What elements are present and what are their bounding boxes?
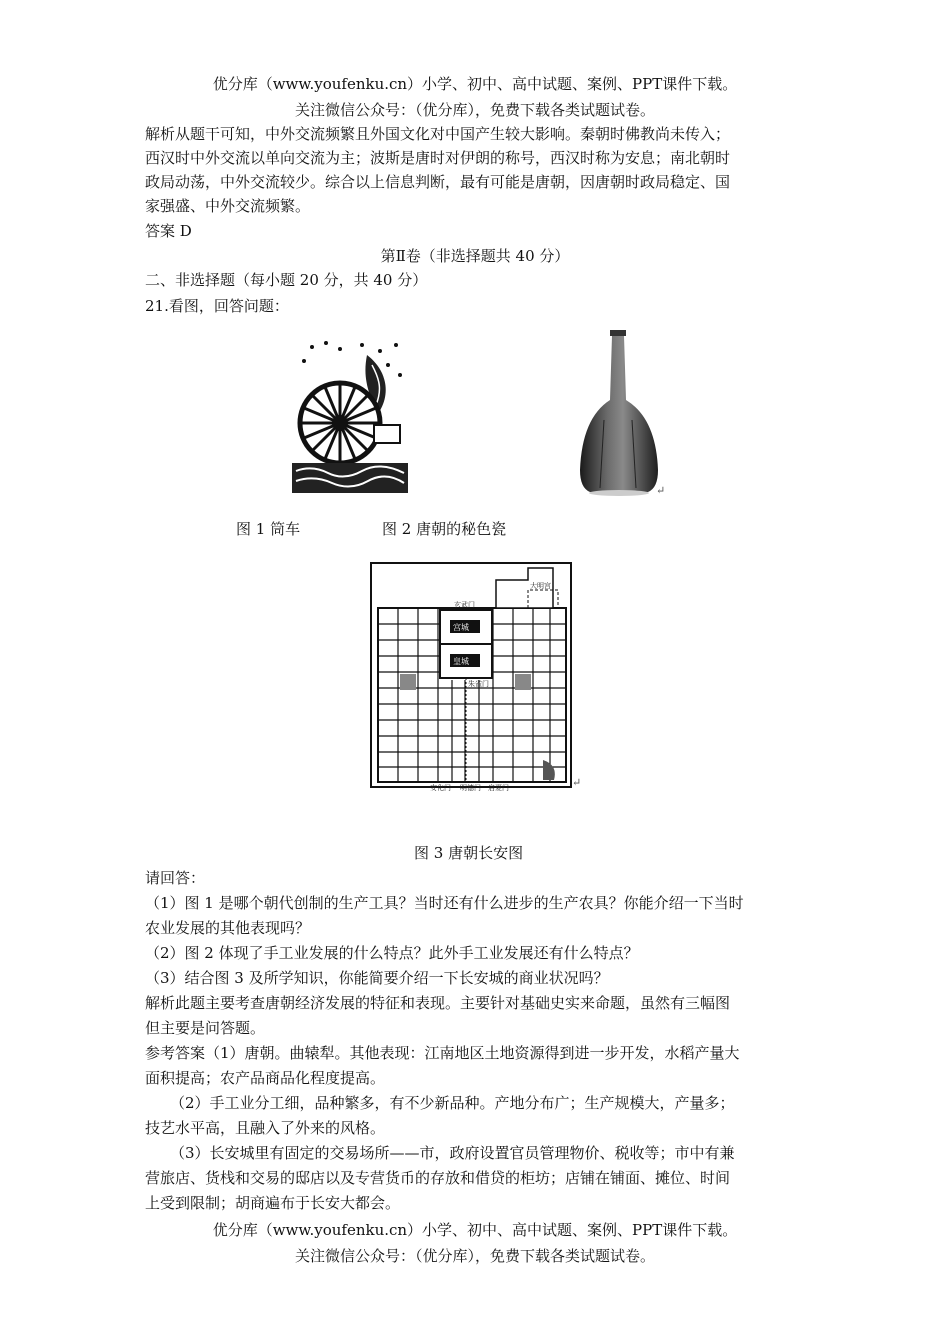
figure-1-water-wheel bbox=[292, 335, 408, 493]
question-line: （3）结合图 3 及所学知识，你能简要介绍一下长安城的商业状况吗？ bbox=[145, 969, 609, 987]
header-line-1: 优分库（www.youfenku.cn）小学、初中、高中试题、案例、PPT课件下载。 bbox=[212, 75, 738, 93]
part-title: 二、非选择题（每小题 20 分，共 40 分） bbox=[145, 271, 428, 289]
map-label-zhuque: 朱雀门 bbox=[468, 680, 489, 688]
reference-answer-line: 面积提高；农产品商品化程度提高。 bbox=[145, 1069, 386, 1087]
section-title: 第Ⅱ卷（非选择题共 40 分） bbox=[380, 247, 570, 265]
figure-3-changan-map bbox=[368, 560, 574, 792]
question-line: （2）图 2 体现了手工业发展的什么特点？此外手工业发展还有什么特点？ bbox=[145, 944, 639, 962]
footer-line-2: 关注微信公众号：（优分库），免费下载各类试题试卷。 bbox=[294, 1247, 655, 1265]
question-21-stem: 21.看图，回答问题： bbox=[145, 297, 289, 315]
analysis-line: 解析此题主要考查唐朝经济发展的特征和表现。主要针对基础史实来命题，虽然有三幅图 bbox=[145, 994, 731, 1012]
figure-3-caption: 图 3 唐朝长安图 bbox=[414, 844, 524, 862]
return-mark: ↵ bbox=[572, 776, 582, 789]
reference-answer-line: 上受到限制；胡商遍布于长安大都会。 bbox=[145, 1194, 401, 1212]
reference-answer-line: 技艺水平高，且融入了外来的风格。 bbox=[145, 1119, 386, 1137]
reference-answer-line: （3）长安城里有固定的交易场所——市，政府设置官员管理物价、税收等；市中有兼 bbox=[170, 1144, 735, 1162]
question-line: 农业发展的其他表现吗？ bbox=[145, 919, 311, 937]
figure-2-caption: 图 2 唐朝的秘色瓷 bbox=[382, 520, 507, 538]
footer-line-1: 优分库（www.youfenku.cn）小学、初中、高中试题、案例、PPT课件下载。 bbox=[212, 1221, 738, 1239]
analysis-prev-line: 家强盛、中外交流频繁。 bbox=[145, 197, 311, 215]
header-line-2: 关注微信公众号：（优分库），免费下载各类试题试卷。 bbox=[294, 101, 655, 119]
return-mark: ↵ bbox=[656, 484, 666, 497]
figure-2-celadon-vase bbox=[574, 330, 664, 496]
analysis-prev-line: 解析从题干可知，中外交流频繁且外国文化对中国产生较大影响。秦朝时佛教尚未传入； bbox=[145, 125, 731, 143]
analysis-line: 但主要是问答题。 bbox=[145, 1019, 266, 1037]
map-label-palace: 宫城 bbox=[453, 623, 469, 632]
analysis-prev-line: 西汉时中外交流以单向交流为主；波斯是唐时对伊朗的称号，西汉时称为安息；南北朝时 bbox=[145, 149, 731, 167]
answer-prev: 答案 D bbox=[145, 222, 192, 240]
question-line: （1）图 1 是哪个朝代创制的生产工具？当时还有什么进步的生产农具？你能介绍一下当时 bbox=[145, 894, 744, 912]
map-label-imperial-city: 皇城 bbox=[453, 657, 469, 666]
figure-1-caption: 图 1 筒车 bbox=[236, 520, 301, 538]
reference-answer-line: 营旅店、货栈和交易的邸店以及专营货币的存放和借贷的柜坊；店铺在铺面、摊位、时间 bbox=[145, 1169, 731, 1187]
reference-answer-line: 参考答案（1）唐朝。曲辕犁。其他表现：江南地区土地资源得到进一步开发，水稻产量大 bbox=[145, 1044, 740, 1062]
map-label-xuanwu: 玄武门 bbox=[454, 601, 475, 609]
reference-answer-line: （2）手工业分工细，品种繁多，有不少新品种。产地分布广；生产规模大，产量多； bbox=[170, 1094, 735, 1112]
map-label-daming: 大明宫 bbox=[530, 582, 551, 590]
map-label-qixia: 启夏门 bbox=[488, 784, 509, 792]
prompt: 请回答： bbox=[145, 869, 206, 887]
map-label-mingde: 明德门 bbox=[460, 784, 481, 792]
analysis-prev-line: 政局动荡，中外交流较少。综合以上信息判断，最有可能是唐朝，因唐朝时政局稳定、国 bbox=[145, 173, 731, 191]
map-label-anhua: 安化门 bbox=[430, 784, 451, 792]
